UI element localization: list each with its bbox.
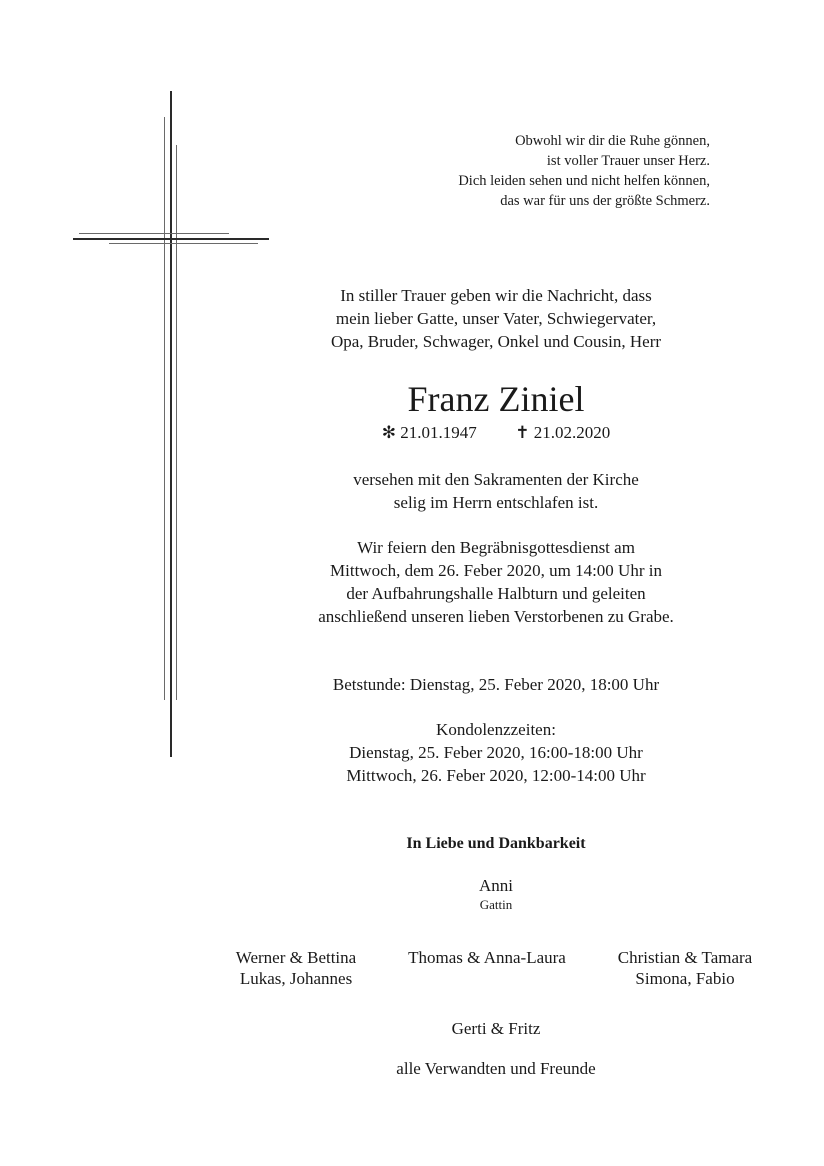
siblings: Gerti & Fritz	[451, 1019, 541, 1038]
intro-line: In stiller Trauer geben wir die Nachricht, dass	[340, 286, 652, 305]
deceased-name: Franz Ziniel	[407, 379, 585, 419]
condolence-time: Mittwoch, 26. Feber 2020, 12:00-14:00 Uhr	[346, 766, 646, 785]
family-couple: Christian & Tamara	[617, 948, 753, 967]
condolence-time: Dienstag, 25. Feber 2020, 16:00-18:00 Uhr	[349, 743, 643, 762]
funeral-service-text	[290, 536, 702, 628]
family-group	[387, 947, 587, 968]
poem	[330, 131, 710, 211]
family-couple: Werner & Bettina	[235, 948, 357, 967]
death-date: 21.02.2020	[533, 423, 611, 442]
family-children: Lukas, Johannes	[239, 969, 353, 988]
birth-star-icon: ✻	[381, 423, 396, 442]
death-cross-icon: ✝	[515, 423, 530, 442]
intro-line: Opa, Bruder, Schwager, Onkel und Cousin, Herr	[330, 332, 662, 351]
poem-line: Dich leiden sehen und nicht helfen können,	[458, 173, 710, 189]
family-group	[196, 947, 396, 989]
relatives-line: alle Verwandten und Freunde	[396, 1059, 596, 1078]
intro-line: mein lieber Gatte, unser Vater, Schwiegervater,	[335, 309, 657, 328]
family-group	[585, 947, 785, 989]
prayer-hour: Betstunde: Dienstag, 25. Feber 2020, 18:00 Uhr	[332, 675, 660, 694]
poem-line: das war für uns der größte Schmerz.	[500, 193, 710, 209]
announcement-intro	[296, 284, 696, 353]
sacraments-text	[296, 468, 696, 514]
service-line: der Aufbahrungshalle Halbturn und geleiten	[346, 584, 646, 603]
condolence-title: Kondolenzzeiten:	[436, 720, 556, 739]
service-line: Wir feiern den Begräbnisgottesdienst am	[357, 538, 635, 557]
spouse-role: Gattin	[479, 897, 513, 912]
poem-line: Obwohl wir dir die Ruhe gönnen,	[515, 133, 710, 149]
spouse-name: Anni	[479, 876, 513, 895]
condolence-times	[290, 718, 702, 787]
life-dates	[296, 422, 696, 444]
sacraments-line: versehen mit den Sakramenten der Kirche	[353, 470, 639, 489]
service-line: Mittwoch, dem 26. Feber 2020, um 14:00 Uhr in	[330, 561, 662, 580]
poem-line: ist voller Trauer unser Herz.	[546, 153, 710, 169]
sacraments-line: selig im Herrn entschlafen ist.	[393, 493, 599, 512]
service-line: anschließend unseren lieben Verstorbenen zu Grabe.	[318, 607, 674, 626]
family-children: Simona, Fabio	[635, 969, 735, 988]
closing-phrase: In Liebe und Dankbarkeit	[406, 835, 586, 852]
birth-date: 21.01.1947	[400, 423, 477, 442]
family-couple: Thomas & Anna-Laura	[408, 948, 566, 967]
